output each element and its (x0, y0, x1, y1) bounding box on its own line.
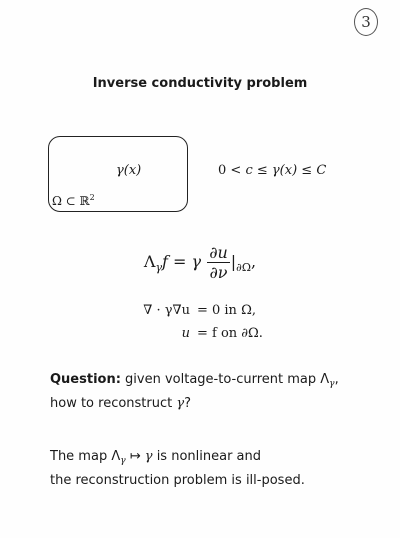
dtn-lambda-sub: γ (155, 261, 163, 274)
dtn-f: f (162, 252, 168, 271)
question-sub: γ (329, 379, 335, 389)
equation-row (0, 303, 400, 321)
question-label: Question: (50, 372, 121, 387)
dtn-fraction (207, 243, 230, 282)
question-comma: , (334, 372, 339, 387)
dtn-equals: = (167, 252, 192, 271)
question-paragraph (50, 370, 380, 413)
statement-text2: is nonlinear and (152, 449, 262, 464)
dtn-bar: | (230, 252, 237, 271)
slide-title: Inverse conductivity problem (92, 76, 308, 91)
equation-sign: = (197, 326, 208, 341)
statement-gamma: γ (144, 449, 153, 464)
equation-lhs: u (181, 326, 190, 341)
equation-rhs: f on ∂Ω. (212, 326, 263, 341)
question-line2: how to reconstruct (50, 396, 177, 411)
equation-rhs: 0 in Ω, (212, 303, 256, 318)
dtn-denominator: ∂ν (209, 263, 228, 282)
equation-row (0, 326, 400, 344)
dtn-numerator: ∂u (209, 243, 228, 262)
conductivity-label: γ(x) (116, 163, 142, 178)
question-text: given voltage-to-current map Λ (120, 372, 330, 387)
dtn-gamma: γ (191, 252, 202, 271)
conductivity-bounds (218, 163, 326, 178)
equation-lhs: ∇ · γ∇u (143, 303, 190, 318)
domain-label-text: Ω ⊂ ℝ (52, 194, 90, 208)
bounds-mid2: ≤ (297, 163, 317, 178)
statement-sub: γ (120, 456, 126, 466)
page-number-badge: 3 (354, 8, 378, 36)
dtn-boundary: ∂Ω (236, 261, 251, 274)
statement-text1: The map Λ (50, 449, 121, 464)
question-mark: ? (184, 396, 192, 411)
dtn-comma: , (250, 252, 257, 271)
bounds-gamma: γ(x) (271, 163, 298, 178)
statement-line2: the reconstruction problem is ill-posed. (50, 473, 305, 488)
conclusion-paragraph (50, 447, 380, 490)
bounds-C: C (316, 163, 327, 178)
bounds-c: c (245, 163, 253, 178)
question-gamma: γ (176, 396, 185, 411)
equation-sign: = (197, 303, 208, 318)
bounds-left: 0 < (218, 163, 246, 178)
bounds-mid: ≤ (252, 163, 272, 178)
domain-exponent: 2 (89, 193, 95, 202)
domain-label (52, 193, 95, 208)
statement-arrow: ↦ (125, 449, 145, 464)
dtn-lambda: Λ (143, 252, 156, 271)
dirichlet-to-neumann-equation (0, 243, 400, 282)
